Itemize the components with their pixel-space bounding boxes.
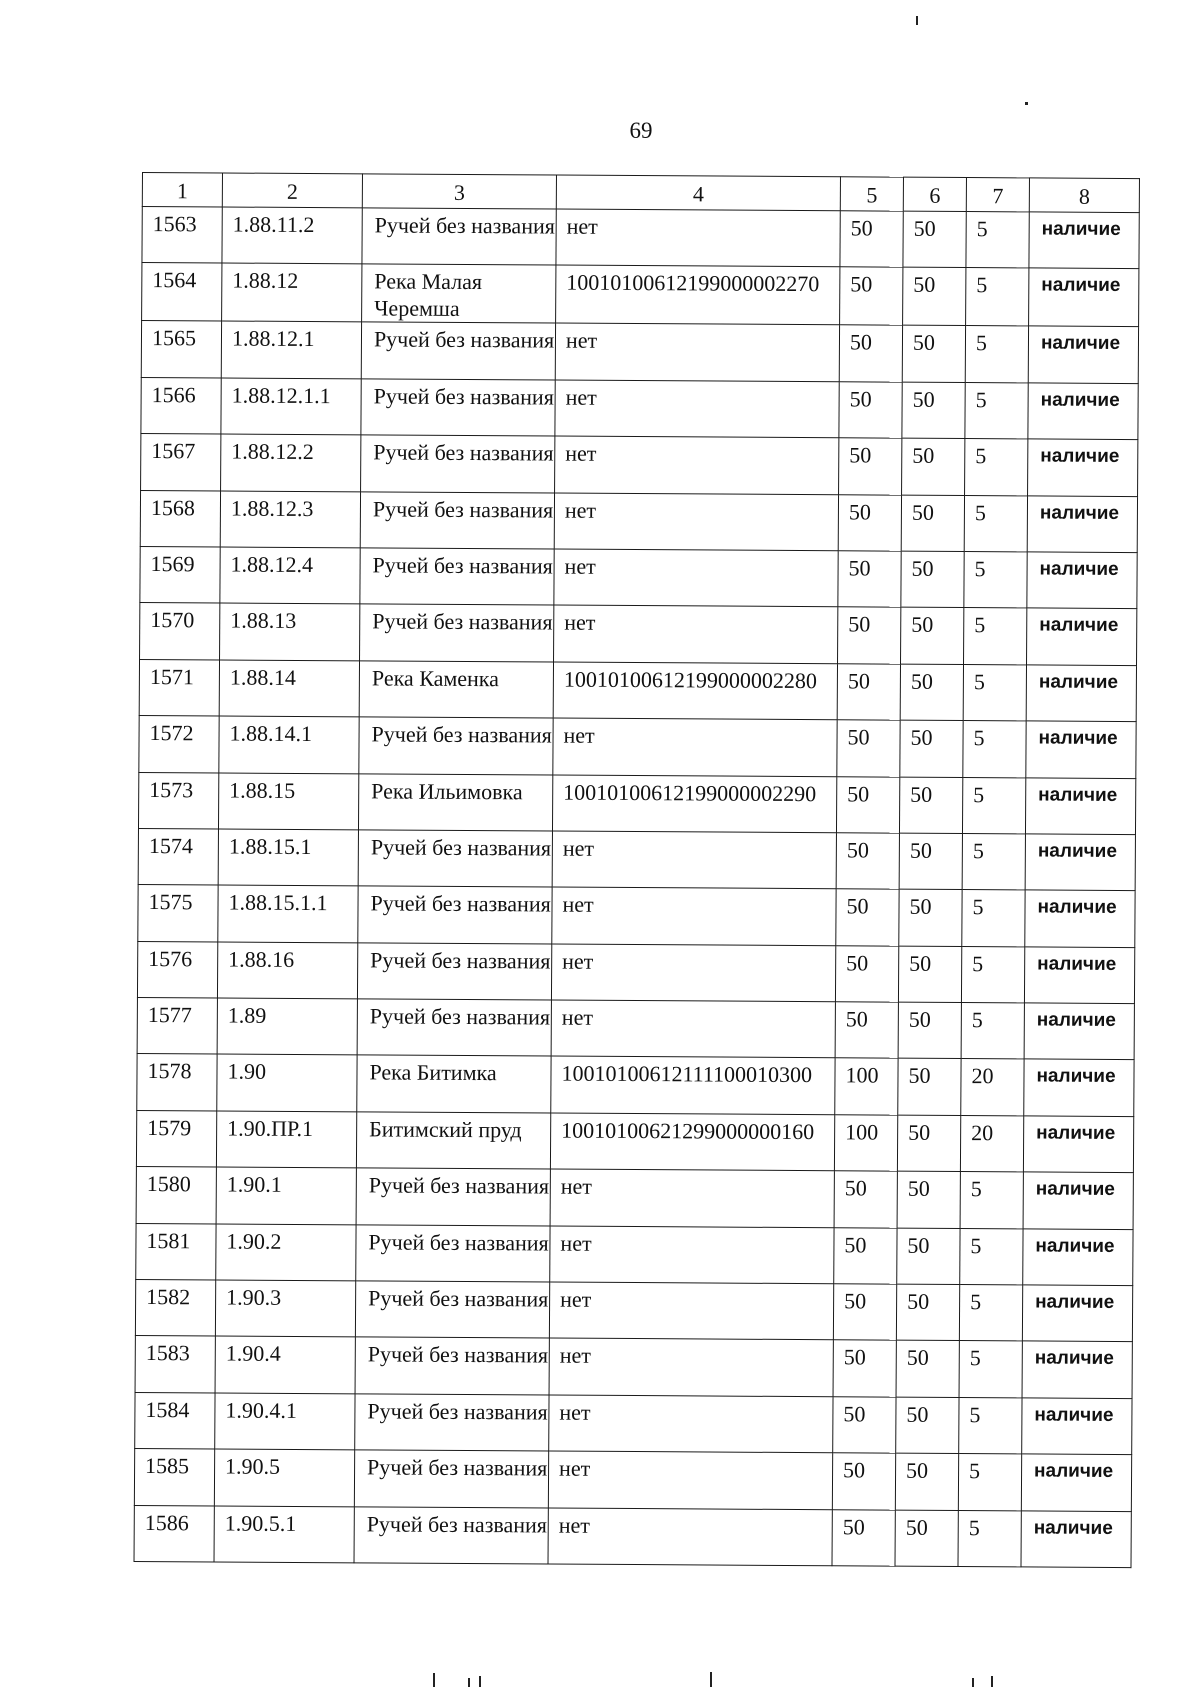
object-code-cell: 1.88.14.1 [219, 716, 359, 773]
table-row [136, 1223, 1133, 1285]
protection-zone-width-cell: 50 [832, 1453, 895, 1510]
registry-code-cell: нет [555, 436, 839, 494]
row-number-cell: 1576 [137, 941, 217, 998]
status-cell: наличие [1026, 721, 1136, 778]
registry-code-cell: нет [548, 1451, 832, 1509]
status-cell: наличие [1027, 495, 1137, 552]
protection-zone-width-cell: 50 [839, 438, 902, 495]
coastal-strip-width-cell: 50 [901, 495, 964, 552]
data-table [134, 172, 1140, 1568]
coastal-strip-width-cell: 50 [898, 1059, 961, 1116]
status-cell: наличие [1024, 1059, 1134, 1116]
object-code-cell: 1.88.12.2 [221, 434, 361, 491]
row-number-cell: 1572 [139, 716, 219, 773]
scan-mark [1025, 102, 1028, 105]
column-header: 8 [1029, 178, 1139, 213]
column-header: 1 [142, 173, 222, 207]
coastal-strip-width-cell: 50 [897, 1115, 960, 1172]
registry-code-cell: нет [549, 1338, 833, 1396]
scan-mark [710, 1672, 712, 1687]
row-number-cell: 1581 [136, 1223, 216, 1280]
object-code-cell: 1.88.12.1.1 [221, 378, 361, 435]
object-code-cell: 1.90 [217, 1054, 357, 1111]
coastal-strip-width-cell: 50 [902, 438, 965, 495]
coastal-strip-width-cell: 50 [895, 1510, 958, 1567]
registry-code-cell: нет [550, 1169, 834, 1227]
water-body-name-cell: Ручей без названия [360, 491, 554, 549]
table-row [138, 772, 1135, 834]
registry-code-cell: нет [549, 1282, 833, 1340]
registry-code-cell: нет [553, 718, 837, 776]
shore-strip-width-cell: 5 [959, 1341, 1022, 1398]
object-code-cell: 1.90.2 [216, 1224, 356, 1281]
column-header: 4 [556, 175, 840, 211]
coastal-strip-width-cell: 50 [896, 1341, 959, 1398]
scan-mark [972, 1678, 974, 1687]
protection-zone-width-cell: 100 [834, 1115, 897, 1172]
water-body-name-cell: Ручей без названия [361, 435, 555, 493]
column-header: 3 [362, 174, 556, 209]
shore-strip-width-cell: 5 [966, 212, 1029, 269]
coastal-strip-width-cell: 50 [899, 833, 962, 890]
status-cell: наличие [1027, 608, 1137, 665]
protection-zone-width-cell: 50 [834, 1171, 897, 1228]
row-number-cell: 1565 [141, 321, 221, 378]
shore-strip-width-cell: 5 [962, 777, 1025, 834]
registry-code-cell: нет [555, 323, 839, 381]
row-number-cell: 1564 [142, 263, 222, 321]
protection-zone-width-cell: 50 [833, 1397, 896, 1454]
coastal-strip-width-cell: 50 [898, 946, 961, 1003]
shore-strip-width-cell: 5 [965, 439, 1028, 496]
coastal-strip-width-cell: 50 [896, 1284, 959, 1341]
coastal-strip-width-cell: 50 [898, 1002, 961, 1059]
table-row [141, 434, 1138, 496]
water-body-name-cell: Река Малая Черемша [362, 264, 556, 323]
table-row [135, 1280, 1132, 1342]
column-header: 5 [840, 177, 903, 211]
shore-strip-width-cell: 5 [963, 664, 1026, 721]
table-row [138, 828, 1135, 890]
status-cell: наличие [1028, 439, 1138, 496]
registry-code-cell: 10010100621299000000160 [550, 1113, 834, 1171]
coastal-strip-width-cell: 50 [897, 1228, 960, 1285]
protection-zone-width-cell: 50 [838, 551, 901, 608]
row-number-cell: 1586 [134, 1505, 214, 1562]
shore-strip-width-cell: 5 [960, 1172, 1023, 1229]
table-row [140, 490, 1137, 552]
table-row [134, 1505, 1131, 1567]
status-cell: наличие [1024, 1003, 1134, 1060]
status-cell: наличие [1024, 947, 1134, 1004]
protection-zone-width-cell: 50 [833, 1340, 896, 1397]
row-number-cell: 1582 [135, 1280, 215, 1337]
shore-strip-width-cell: 5 [958, 1510, 1021, 1567]
page-number: 69 [629, 118, 653, 143]
shore-strip-width-cell: 20 [960, 1115, 1023, 1172]
shore-strip-width-cell: 5 [963, 721, 1026, 778]
registry-code-cell: нет [554, 549, 838, 607]
status-cell: наличие [1025, 834, 1135, 891]
object-code-cell: 1.88.15 [218, 772, 358, 829]
shore-strip-width-cell: 5 [960, 1228, 1023, 1285]
scan-mark [991, 1676, 993, 1687]
registry-code-cell: нет [551, 944, 835, 1002]
object-code-cell: 1.90.5.1 [214, 1506, 354, 1563]
row-number-cell: 1573 [138, 772, 218, 829]
object-code-cell: 1.88.12.3 [220, 491, 360, 548]
coastal-strip-width-cell: 50 [902, 382, 965, 439]
table-row [134, 1449, 1131, 1511]
object-code-cell: 1.88.14 [219, 660, 359, 717]
registry-code-cell: нет [552, 831, 836, 889]
water-body-name-cell: Ручей без названия [359, 717, 553, 775]
coastal-strip-width-cell: 50 [895, 1453, 958, 1510]
coastal-strip-width-cell: 50 [903, 211, 966, 268]
protection-zone-width-cell: 50 [839, 325, 902, 382]
shore-strip-width-cell: 5 [966, 268, 1029, 326]
object-code-cell: 1.88.12.1 [221, 321, 361, 378]
object-code-cell: 1.90.1 [216, 1167, 356, 1224]
coastal-strip-width-cell: 50 [899, 777, 962, 834]
water-body-name-cell: Ручей без названия [354, 1506, 548, 1564]
table-row [142, 207, 1139, 269]
table-row [139, 716, 1136, 778]
registry-code-cell: 10010100612199000002290 [552, 775, 836, 833]
registry-code-cell: нет [550, 1226, 834, 1284]
object-code-cell: 1.88.15.1.1 [218, 885, 358, 942]
shore-strip-width-cell: 5 [965, 326, 1028, 383]
row-number-cell: 1578 [137, 1054, 217, 1111]
row-number-cell: 1575 [138, 885, 218, 942]
registry-code-cell: нет [549, 1395, 833, 1453]
shore-strip-width-cell: 20 [961, 1059, 1024, 1116]
shore-strip-width-cell: 5 [964, 495, 1027, 552]
row-number-cell: 1567 [141, 434, 221, 491]
registry-code-cell: нет [552, 887, 836, 945]
row-number-cell: 1569 [140, 546, 220, 603]
row-number-cell: 1574 [138, 828, 218, 885]
status-cell: наличие [1021, 1454, 1131, 1511]
water-body-name-cell: Ручей без названия [360, 604, 554, 662]
status-cell: наличие [1026, 665, 1136, 722]
object-code-cell: 1.89 [217, 998, 357, 1055]
protection-zone-width-cell: 50 [837, 663, 900, 720]
status-cell: наличие [1025, 890, 1135, 947]
table-row [135, 1336, 1132, 1398]
status-cell: наличие [1027, 552, 1137, 609]
protection-zone-width-cell: 100 [835, 1058, 898, 1115]
column-header: 7 [966, 178, 1029, 212]
table-row [137, 941, 1134, 1003]
table-body [134, 207, 1139, 1568]
water-body-name-cell: Битимский пруд [356, 1112, 550, 1170]
registry-code-cell: нет [555, 380, 839, 438]
status-cell: наличие [1022, 1341, 1132, 1398]
coastal-strip-width-cell: 50 [900, 720, 963, 777]
registry-code-cell: 10010100612199000002270 [556, 265, 840, 325]
object-code-cell: 1.90.4 [215, 1336, 355, 1393]
water-body-name-cell: Ручей без названия [355, 1394, 549, 1452]
status-cell: наличие [1023, 1116, 1133, 1173]
row-number-cell: 1566 [141, 377, 221, 434]
object-code-cell: 1.88.16 [217, 942, 357, 999]
protection-zone-width-cell: 50 [836, 776, 899, 833]
table-row [136, 1110, 1133, 1172]
water-body-name-cell: Ручей без названия [361, 379, 555, 437]
water-body-name-cell: Ручей без названия [355, 1337, 549, 1395]
shore-strip-width-cell: 5 [962, 833, 1025, 890]
protection-zone-width-cell: 50 [840, 211, 903, 268]
row-number-cell: 1563 [142, 207, 222, 264]
protection-zone-width-cell: 50 [834, 1227, 897, 1284]
table-row [141, 321, 1138, 383]
scan-mark [468, 1678, 470, 1687]
status-cell: наличие [1023, 1229, 1133, 1286]
object-code-cell: 1.88.13 [220, 603, 360, 660]
coastal-strip-width-cell: 50 [896, 1397, 959, 1454]
water-body-name-cell: Ручей без названия [357, 943, 551, 1001]
row-number-cell: 1568 [140, 490, 220, 547]
shore-strip-width-cell: 5 [962, 890, 1025, 947]
water-body-name-cell: Ручей без названия [360, 548, 554, 606]
object-code-cell: 1.90.4.1 [215, 1393, 355, 1450]
row-number-cell: 1583 [135, 1336, 215, 1393]
row-number-cell: 1584 [135, 1392, 215, 1449]
water-body-name-cell: Ручей без названия [358, 886, 552, 944]
shore-strip-width-cell: 5 [961, 1003, 1024, 1060]
water-body-name-cell: Река Битимка [357, 1055, 551, 1113]
status-cell: наличие [1025, 777, 1135, 834]
registry-code-cell: нет [551, 1000, 835, 1058]
water-body-name-cell: Ручей без названия [361, 322, 555, 380]
table-row [141, 377, 1138, 439]
object-code-cell: 1.88.11.2 [222, 207, 362, 264]
row-number-cell: 1571 [139, 659, 219, 716]
row-number-cell: 1579 [136, 1110, 216, 1167]
object-code-cell: 1.88.12.4 [220, 547, 360, 604]
table-row [137, 998, 1134, 1060]
status-cell: наличие [1022, 1285, 1132, 1342]
shore-strip-width-cell: 5 [964, 551, 1027, 608]
shore-strip-width-cell: 5 [958, 1454, 1021, 1511]
table-row [140, 546, 1137, 608]
column-header: 6 [903, 177, 966, 211]
row-number-cell: 1580 [136, 1167, 216, 1224]
status-cell: наличие [1021, 1510, 1131, 1567]
protection-zone-width-cell: 50 [836, 833, 899, 890]
protection-zone-width-cell: 50 [832, 1509, 895, 1566]
protection-zone-width-cell: 50 [839, 382, 902, 439]
status-cell: наличие [1023, 1172, 1133, 1229]
scan-mark [433, 1673, 435, 1687]
table-row [135, 1392, 1132, 1454]
coastal-strip-width-cell: 50 [901, 551, 964, 608]
protection-zone-width-cell: 50 [837, 720, 900, 777]
object-code-cell: 1.88.12 [222, 263, 362, 322]
water-body-name-cell: Ручей без названия [357, 999, 551, 1057]
table-row [142, 263, 1139, 327]
object-code-cell: 1.90.5 [214, 1449, 354, 1506]
coastal-strip-width-cell: 50 [897, 1171, 960, 1228]
coastal-strip-width-cell: 50 [900, 664, 963, 721]
table-row [140, 603, 1137, 665]
scan-mark [916, 16, 918, 25]
table-row [136, 1167, 1133, 1229]
status-cell: наличие [1022, 1398, 1132, 1455]
coastal-strip-width-cell: 50 [901, 607, 964, 664]
shore-strip-width-cell: 5 [964, 608, 1027, 665]
protection-zone-width-cell: 50 [836, 889, 899, 946]
object-code-cell: 1.90.ПР.1 [216, 1111, 356, 1168]
water-body-name-cell: Река Каменка [359, 661, 553, 719]
protection-zone-width-cell: 50 [835, 1002, 898, 1059]
object-code-cell: 1.88.15.1 [218, 829, 358, 886]
protection-zone-width-cell: 50 [840, 267, 903, 325]
status-cell: наличие [1029, 268, 1139, 327]
shore-strip-width-cell: 5 [959, 1397, 1022, 1454]
shore-strip-width-cell: 5 [959, 1285, 1022, 1342]
water-body-name-cell: Ручей без названия [356, 1168, 550, 1226]
registry-code-cell: 10010100612111100010300 [551, 1056, 835, 1114]
water-body-name-cell: Река Ильимовка [358, 773, 552, 831]
table-row [139, 659, 1136, 721]
water-body-name-cell: Ручей без названия [358, 830, 552, 888]
water-body-name-cell: Ручей без названия [355, 1281, 549, 1339]
scan-mark [479, 1676, 481, 1687]
table-row [138, 885, 1135, 947]
row-number-cell: 1570 [140, 603, 220, 660]
water-body-name-cell: Ручей без названия [356, 1224, 550, 1282]
protection-zone-width-cell: 50 [838, 607, 901, 664]
coastal-strip-width-cell: 50 [902, 326, 965, 383]
registry-code-cell: нет [554, 605, 838, 663]
row-number-cell: 1585 [134, 1449, 214, 1506]
registry-code-cell: нет [554, 493, 838, 551]
table-row [137, 1054, 1134, 1116]
shore-strip-width-cell: 5 [961, 946, 1024, 1003]
coastal-strip-width-cell: 50 [903, 268, 966, 326]
registry-code-cell: нет [548, 1508, 832, 1566]
row-number-cell: 1577 [137, 998, 217, 1055]
water-body-name-cell: Ручей без названия [362, 208, 556, 266]
registry-code-cell: 10010100612199000002280 [553, 662, 837, 720]
object-code-cell: 1.90.3 [215, 1280, 355, 1337]
status-cell: наличие [1028, 383, 1138, 440]
protection-zone-width-cell: 50 [835, 945, 898, 1002]
protection-zone-width-cell: 50 [838, 494, 901, 551]
protection-zone-width-cell: 50 [833, 1284, 896, 1341]
status-cell: наличие [1029, 212, 1139, 269]
status-cell: наличие [1028, 326, 1138, 383]
shore-strip-width-cell: 5 [965, 382, 1028, 439]
coastal-strip-width-cell: 50 [899, 889, 962, 946]
column-header: 2 [222, 173, 362, 208]
registry-code-cell: нет [556, 209, 840, 267]
water-body-name-cell: Ручей без названия [354, 1450, 548, 1508]
